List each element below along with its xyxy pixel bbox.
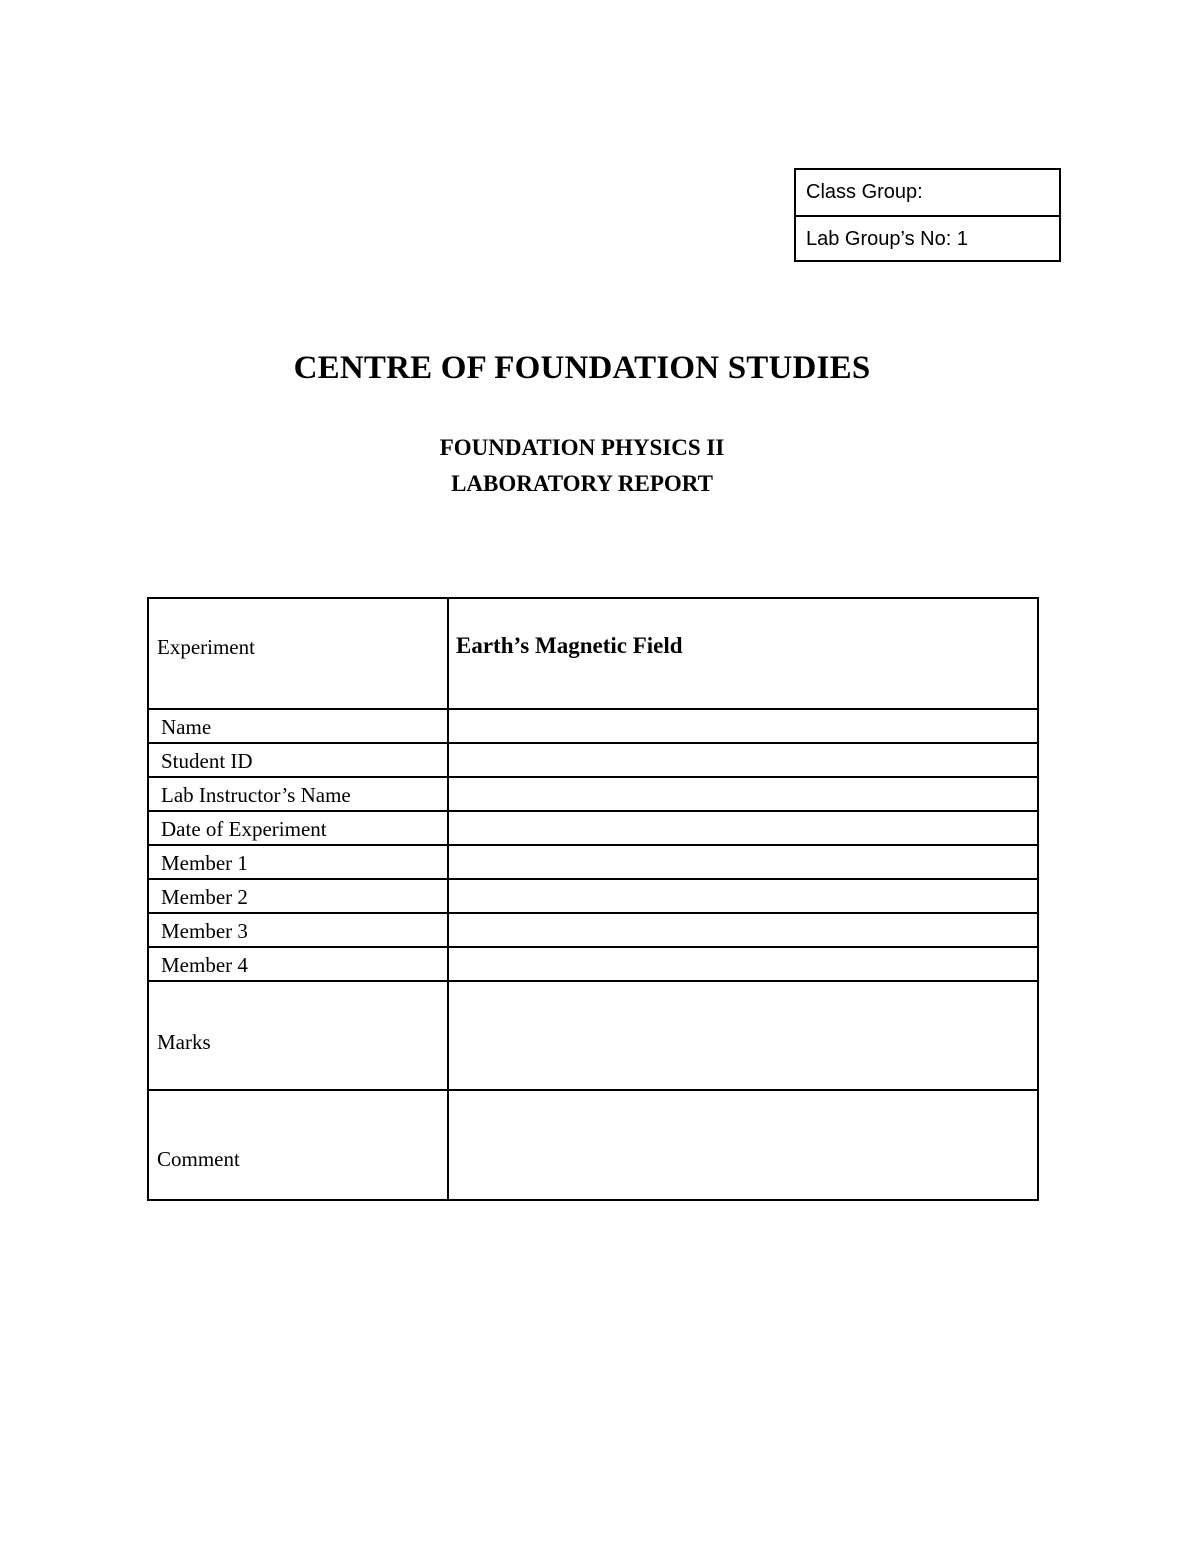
- date-of-experiment-value: [448, 811, 1038, 845]
- report-details-table: [147, 597, 1039, 1201]
- date-of-experiment-label: Date of Experiment: [148, 811, 448, 845]
- experiment-label: Experiment: [148, 598, 448, 709]
- class-group-field: Class Group:: [806, 181, 923, 203]
- member-1-label: Member 1: [148, 845, 448, 879]
- course-name: FOUNDATION PHYSICS II: [439, 435, 725, 460]
- table-row-member-3: [148, 913, 1038, 947]
- table-row-student-id: [148, 743, 1038, 777]
- table-row-name: [148, 709, 1038, 743]
- lab-instructor-label: Lab Instructor’s Name: [148, 777, 448, 811]
- member-2-value: [448, 879, 1038, 913]
- report-type: LABORATORY REPORT: [451, 471, 713, 496]
- table-row-member-2: [148, 879, 1038, 913]
- experiment-title: Earth’s Magnetic Field: [448, 598, 1038, 709]
- table-row-comment: [148, 1090, 1038, 1200]
- group-info-box: [794, 168, 1061, 262]
- member-4-label: Member 4: [148, 947, 448, 981]
- student-id-value: [448, 743, 1038, 777]
- table-row-member-4: [148, 947, 1038, 981]
- name-value: [448, 709, 1038, 743]
- table-row-marks: [148, 981, 1038, 1090]
- table-row-lab-instructor: [148, 777, 1038, 811]
- document-title: CENTRE OF FOUNDATION STUDIES: [293, 350, 871, 386]
- lab-group-number-field: Lab Group’s No: 1: [796, 215, 1059, 260]
- member-1-value: [448, 845, 1038, 879]
- student-id-label: Student ID: [148, 743, 448, 777]
- member-2-label: Member 2: [148, 879, 448, 913]
- member-4-value: [448, 947, 1038, 981]
- marks-value: [448, 981, 1038, 1090]
- lab-instructor-value: [448, 777, 1038, 811]
- table-row-member-1: [148, 845, 1038, 879]
- table-row-experiment: [148, 598, 1038, 709]
- member-3-value: [448, 913, 1038, 947]
- name-label: Name: [148, 709, 448, 743]
- member-3-label: Member 3: [148, 913, 448, 947]
- table-row-date: [148, 811, 1038, 845]
- marks-label: Marks: [148, 981, 448, 1090]
- comment-value: [448, 1090, 1038, 1200]
- comment-label: Comment: [148, 1090, 448, 1200]
